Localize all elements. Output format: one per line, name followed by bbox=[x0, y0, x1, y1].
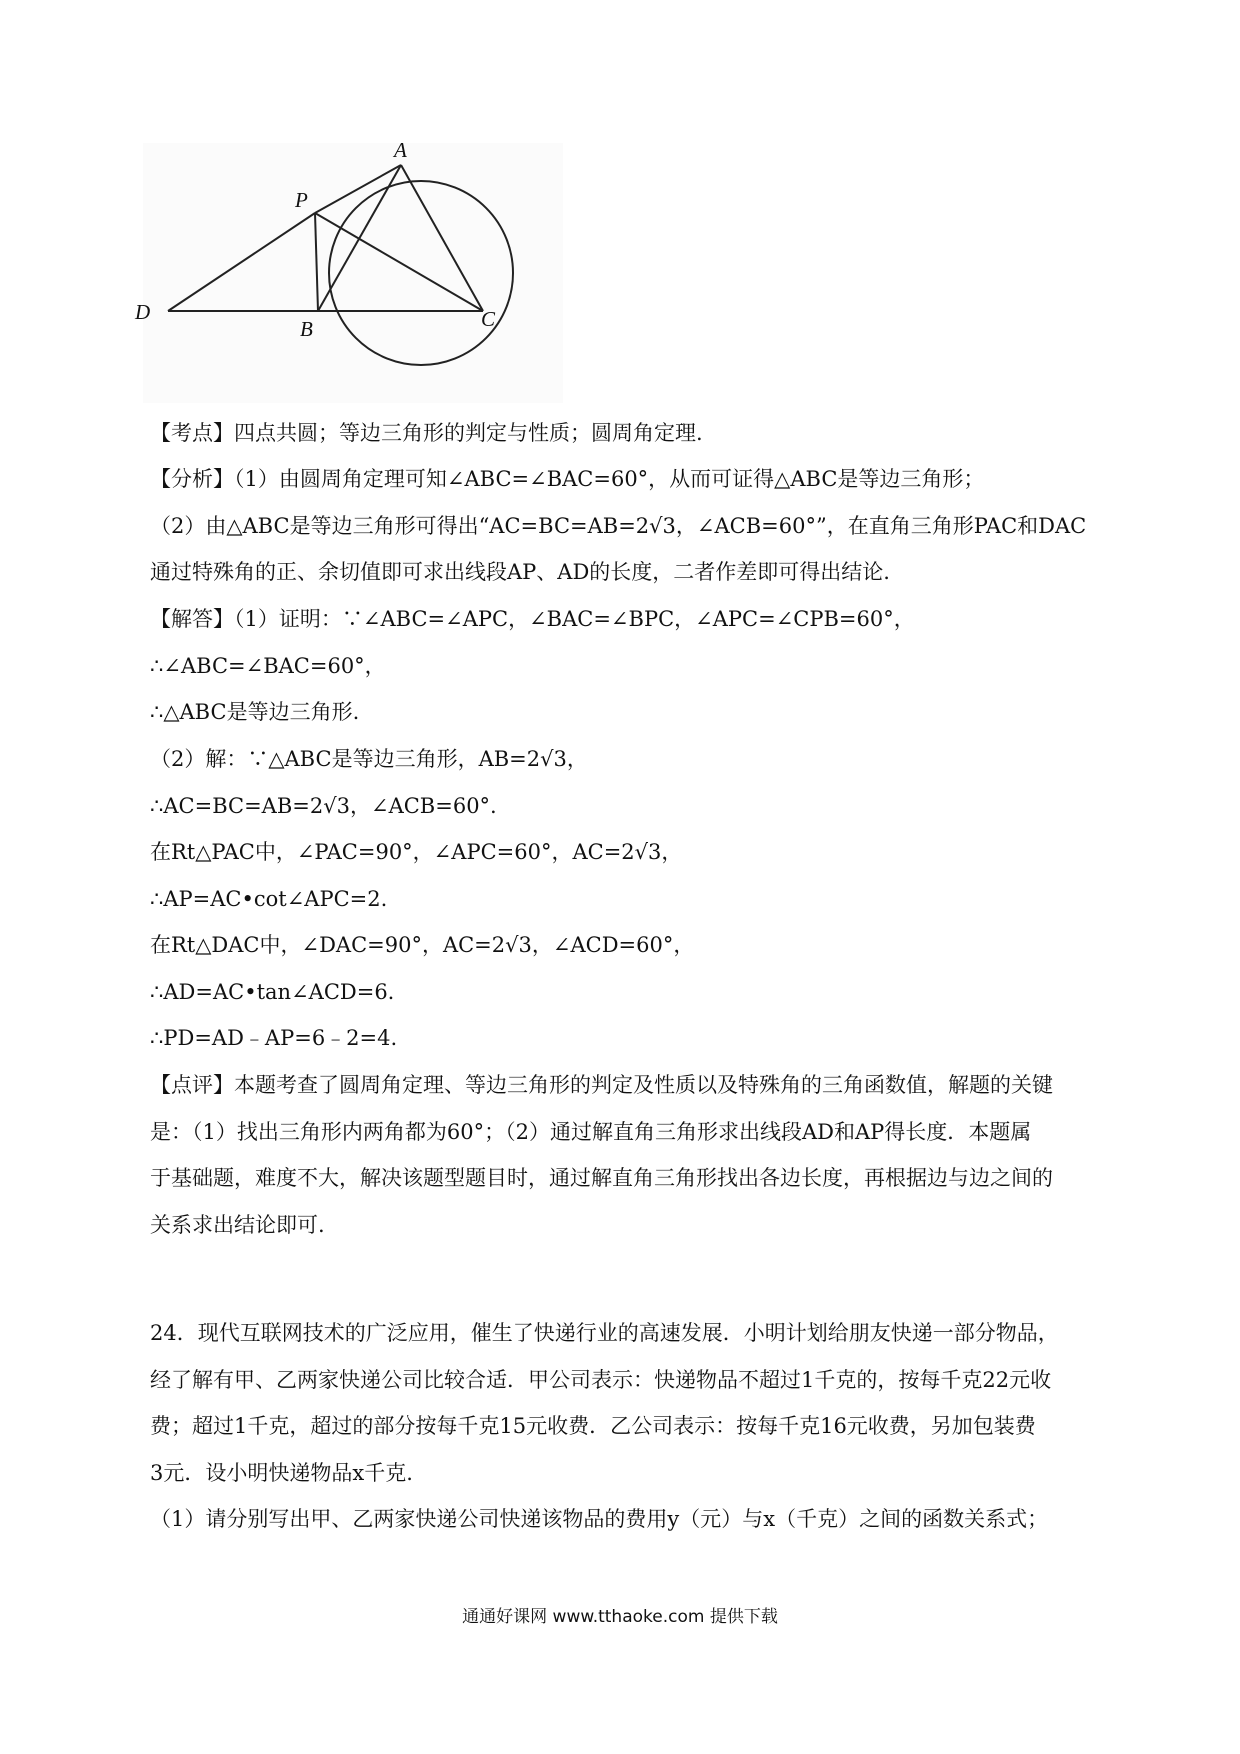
kaodian-line: 【考点】四点共圆；等边三角形的判定与性质；圆周角定理. bbox=[150, 421, 703, 445]
page-footer: 通通好课网 www.tthaoke.com 提供下载 bbox=[462, 1607, 778, 1627]
jieda-line-2: ∴∠ABC=∠BAC=60°， bbox=[150, 654, 386, 678]
jieda-line-8: 在Rt△DAC中，∠DAC=90°，AC=2√3，∠ACD=60°， bbox=[150, 933, 695, 957]
question-24-line-3: 费；超过1千克，超过的部分按每千克15元收费．乙公司表示：按每千克16元收费，另加包装费 bbox=[150, 1414, 1036, 1438]
dianping-line-1: 【点评】本题考查了圆周角定理、等边三角形的判定及性质以及特殊角的三角函数值，解题的关键 bbox=[150, 1073, 1053, 1097]
jieda-line-3: ∴△ABC是等边三角形. bbox=[150, 700, 360, 724]
fenxi-line-1: 【分析】（1）由圆周角定理可知∠ABC=∠BAC=60°，从而可证得△ABC是等边三角形； bbox=[150, 467, 985, 491]
jieda-line-5: ∴AC=BC=AB=2√3，∠ACB=60°. bbox=[150, 794, 497, 818]
jieda-line-4: （2）解：∵△ABC是等边三角形，AB=2√3， bbox=[150, 747, 588, 771]
label-C: C bbox=[481, 307, 496, 331]
label-P: P bbox=[295, 188, 308, 212]
question-24-line-4: 3元．设小明快递物品x千克. bbox=[150, 1461, 413, 1485]
dianping-line-4: 关系求出结论即可. bbox=[150, 1213, 325, 1237]
jieda-line-10: ∴PD=AD﹣AP=6﹣2=4. bbox=[150, 1026, 398, 1050]
dianping-line-2: 是：（1）找出三角形内两角都为60°；（2）通过解直角三角形求出线段AD和AP得长度．本题属 bbox=[150, 1120, 1032, 1144]
label-A: A bbox=[394, 138, 407, 162]
jieda-line-1: 【解答】（1）证明：∵∠ABC=∠APC，∠BAC=∠BPC，∠APC=∠CPB=60°， bbox=[150, 607, 915, 631]
fenxi-line-2: （2）由△ABC是等边三角形可得出“AC=BC=AB=2√3，∠ACB=60°”，在直角三角形PAC和DAC bbox=[150, 514, 1087, 538]
circle-diagram bbox=[135, 138, 563, 403]
jieda-line-6: 在Rt△PAC中，∠PAC=90°，∠APC=60°，AC=2√3， bbox=[150, 840, 683, 864]
geometry-figure bbox=[135, 138, 563, 403]
label-B: B bbox=[300, 317, 313, 341]
jieda-line-9: ∴AD=AC•tan∠ACD=6. bbox=[150, 980, 395, 1004]
jieda-line-7: ∴AP=AC•cot∠APC=2. bbox=[150, 887, 388, 911]
fenxi-line-3: 通过特殊角的正、余切值即可求出线段AP、AD的长度，二者作差即可得出结论. bbox=[150, 560, 890, 584]
question-24-line-2: 经了解有甲、乙两家快递公司比较合适．甲公司表示：快递物品不超过1千克的，按每千克22元收 bbox=[150, 1368, 1052, 1392]
question-24-part-1: （1）请分别写出甲、乙两家快递公司快递该物品的费用y（元）与x（千克）之间的函数关系式； bbox=[150, 1507, 1049, 1531]
dianping-line-3: 于基础题，难度不大，解决该题型题目时，通过解直角三角形找出各边长度，再根据边与边之间的 bbox=[150, 1166, 1053, 1190]
label-D: D bbox=[135, 300, 151, 324]
question-24-line-1: 24．现代互联网技术的广泛应用，催生了快递行业的高速发展．小明计划给朋友快递一部分物品， bbox=[150, 1321, 1059, 1345]
